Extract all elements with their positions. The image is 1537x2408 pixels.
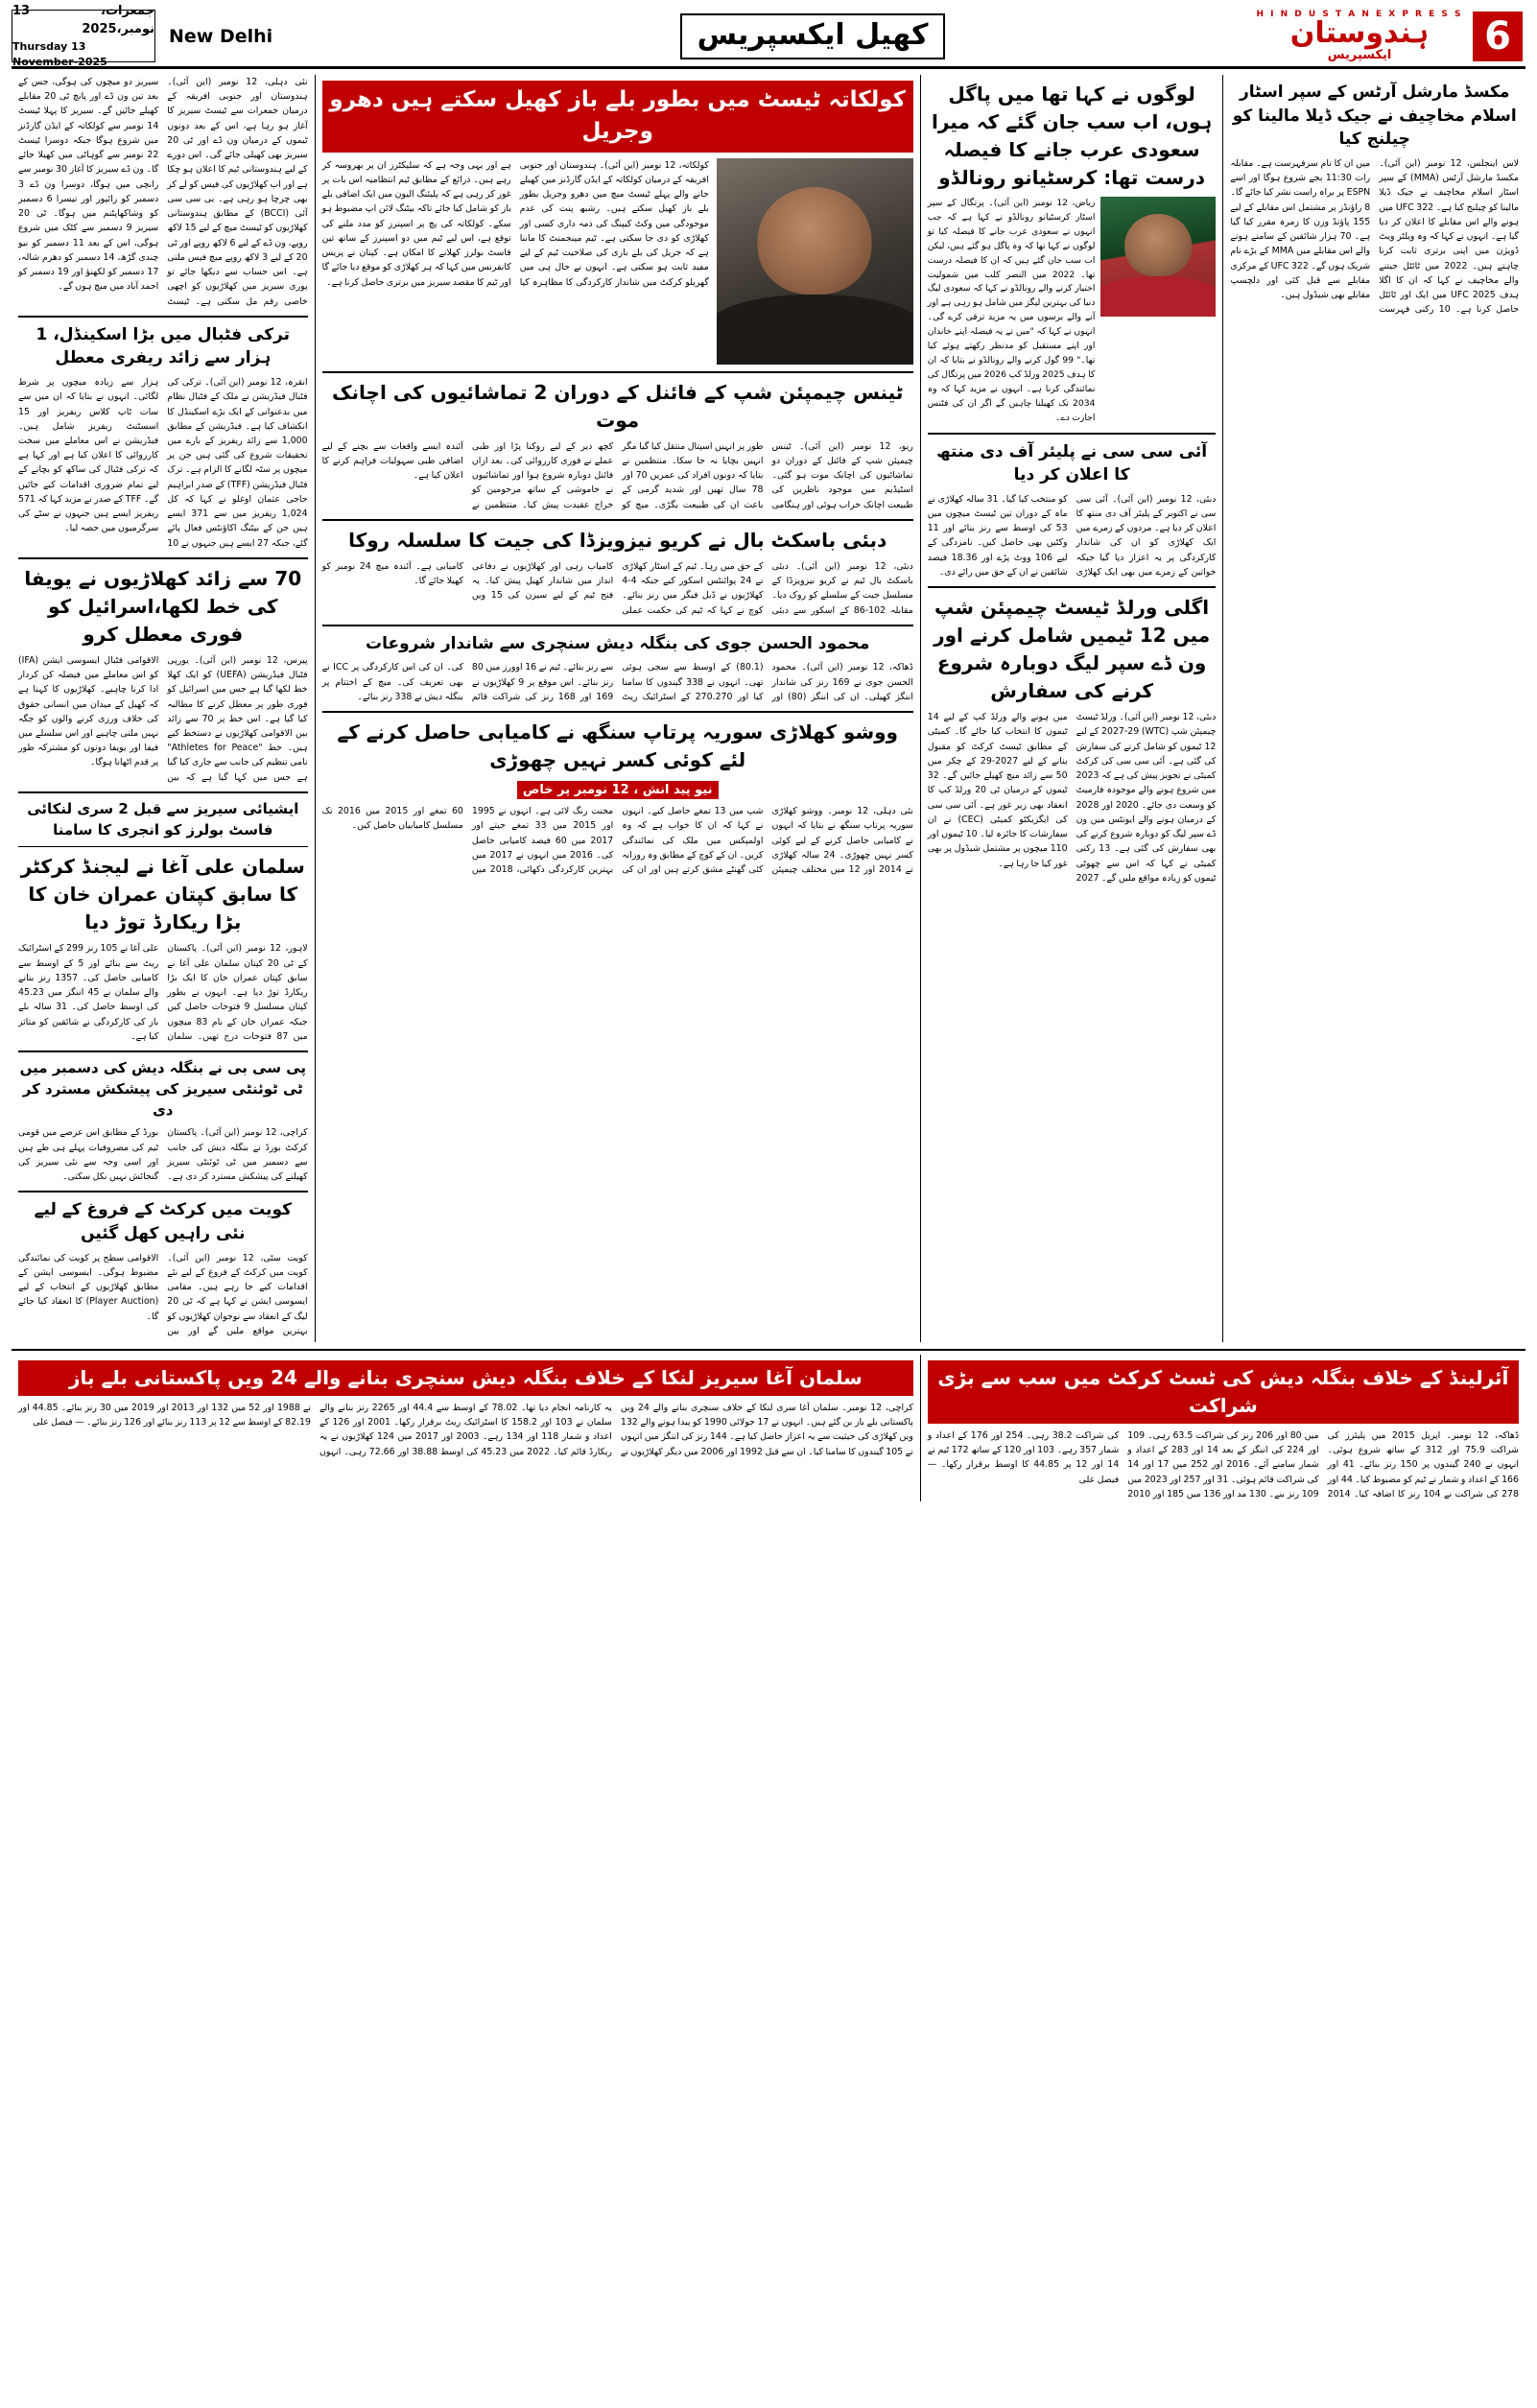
article-turkey-referees [18,323,308,551]
article-wtc-12-teams [928,594,1217,885]
photo-shoulders [1100,276,1216,318]
logo-urdu-subtext: ایکسپریس [1327,47,1392,62]
article-icc-player-of-month [928,440,1217,580]
article-headline: دبئی باسکٹ بال نے کریو نیزویزڈا کی جیت کا سلسلہ روکا [348,528,887,552]
divider [322,519,913,521]
article-salman-agha-century [12,1355,920,1501]
article-body: کراچی، 12 نومبر۔ سلمان آغا سری لنکا کے خلاف سنچری بنانے والے 24 ویں پاکستانی بلے باز بن گئے ہیں۔ انہوں نے 17 جولائی 1990 کو پیدا ہونے والے 132 ویں کھلاڑی کی حیثیت سے یہ اعزاز حاصل کیا ہے۔ 144 رنز کی اننگز میں انہوں نے 105 گیندوں کا سامنا کیا۔ ان سے قبل 1992 اور 2006 میں دیگر کھلاڑیوں نے یہ کارنامہ انجام دیا تھا۔ 78.02 کے اوسط سے 44.4 اور 2265 رنز بنانے والے سلمان نے 103 اور 158.2 کا اسٹرائیک ریٹ برقرار رکھا۔ 2001 اور 126 کے اعداد و شمار 118 اور 134 رہے۔ 2003 اور 2017 میں 124 کھلاڑیوں نے یہ ریکارڈ قائم کیا۔ 2022 میں 45.23 کی اوسط 38.88 اور 72.66 رہی۔ انہوں نے 1988 اور 52 میں 132 اور 2013 اور 2019 میں 30 رنز بنائے۔ 44.85 اور 82.19 کے اوسط سے 12 پر 113 رنز بنائے اور 126 رنز بنائے۔ — فیصل علی [18,1402,913,1457]
article-bangladesh-ireland-partnership [920,1355,1525,1501]
divider [928,433,1217,435]
article-headline: پی سی بی نے بنگلہ دیش کی دسمبر میں ٹی ٹوئنٹی سیریز کی پیشکش مسترد کر دی [19,1059,307,1119]
article-headline: لوگوں نے کہا تھا میں پاگل ہوں، اب سب جان گئے کہ میرا سعودی عرب جانے کا فیصلہ درست تھا: کرسٹیانو رونالڈو [931,83,1213,189]
article-body: کویت سٹی، 12 نومبر (این آئی)۔ کویت میں کرکٹ کے فروغ کے لیے نئے اقدامات کیے جا رہے ہیں۔ مقامی ایسوسی ایشن نے کہا ہے کہ ٹی 20 لیگ کے انعقاد سے نوجوان کھلاڑیوں کو بہترین مواقع ملیں گے اور بین الاقوامی سطح پر کویت کی نمائندگی مضبوط ہوگی۔ ایسوسی ایشن کے مطابق کھلاڑیوں کے انتخاب کے لیے (Player Auction) کا انعقاد کیا جائے گا۔ [18,1252,308,1336]
article-body: نئی دہلی، 12 نومبر۔ ووشو کھلاڑی سوریہ پرتاپ سنگھ نے بتایا کہ انہوں نے کامیابی حاصل کرنے کے لیے کوئی کسر نہیں چھوڑی۔ 24 سالہ کھلاڑی نے 2014 اور 12 میں مختلف چیمپئن شپ میں 13 تمغے حاصل کیے۔ انہوں نے کہا کہ ان کا خواب ہے کہ وہ اولمپکس میں ملک کی نمائندگی کریں۔ ان کے کوچ کے مطابق وہ روزانہ کئی گھنٹے مشق کرتے ہیں اور ان کی محنت رنگ لائی ہے۔ انہوں نے 1995 اور 2015 میں 33 تمغے جیتے اور 2017 میں 60 فیصد کامیابی حاصل کی۔ 2016 میں انہوں نے 2017 میں بہترین کارکردگی دکھائی، 2018 میں 60 تمغے اور 2015 میں 2016 تک مسلسل کامیابیاں حاصل کیں۔ [321,806,913,876]
masthead-date-english: Thursday 13 November-2025 [12,39,107,68]
article-body: ریاض، 12 نومبر (این آئی)۔ پرتگال کے سپر اسٹار کرسٹیانو رونالڈو نے کہا ہے کہ جب انہوں نے سعودی عرب جانے کا فیصلہ کیا تو لوگوں نے کہا تھا کہ وہ پاگل ہو گئے ہیں، لیکن اب سب جان گئے ہیں کہ ان کا فیصلہ درست تھا۔ 2022 میں النصر کلب میں شمولیت اختیار کرنے والے رونالڈو نے کہا کہ سعودی لیگ دنیا کی بہترین لیگز میں شامل ہو رہی ہے اور آنے والے برسوں میں یہ مزید ترقی کرے گی۔ انہوں نے کہا کہ "میں نے یہ فیصلہ اپنے خاندان اور اپنے مستقبل کو مدنظر رکھتے ہوئے کیا تھا۔" 99 گول کرنے والے رونالڈو نے بتایا کہ ان کا ہدف 2025 ورلڈ کپ 2026 میں پرتگال کی نمائندگی کرنا ہے۔ انہوں نے مزید کہا کہ وہ 2034 تک کھیلنا چاہیں گے اگر ان کی فٹنس اجازت دے۔ [927,198,1096,423]
column-right [920,75,1223,1342]
photo-face [758,187,872,295]
divider [18,1191,308,1192]
article-wushu-surya-pratap [322,719,913,877]
article-headline: ایشیائی سیریز سے قبل 2 سری لنکائی فاسٹ بولرز کو انجری کا سامنا [27,799,299,838]
article-pcb-rejects-bangladesh [18,1058,308,1184]
content-grid [12,75,1525,1342]
divider [18,557,308,559]
logo-urdu-text: ہندوستان [1289,15,1430,50]
article-body: ڈھاکہ، 12 نومبر۔ اپریل 2015 میں پلیئرز کی شراکت 75.9 اور 312 کے ساتھ شروع ہوئی۔ انہوں نے 240 گیندوں پر 150 رنز بنائے۔ 41 اور 166 کے اعداد و شمار نے ٹیم کو مضبوط کیا۔ 44 اور 278 کی شراکت نے 104 رنز کا اضافہ کیا۔ 2014 میں 80 اور 206 رنز کی شراکت 63.5 رہی۔ 109 اور 224 کی اننگز کے بعد 14 اور 283 کے اعداد و شمار سامنے آئے۔ 2016 اور 252 میں 17 اور 14 کی شراکت قائم ہوئی۔ 31 اور 257 اور 2023 میں 109 رنز بنے۔ 130 مد اور 136 میں 185 اور 2010 کی شراکت 38.2 رہی۔ 254 اور 176 کے اعداد و شمار 357 رہے۔ 103 اور 120 کے ساتھ 172 ٹیم نے 14 اور 12 پر 44.85 کا اوسط برقرار رکھا۔ — فیصل علی [927,1429,1520,1499]
article-body: ڈھاکہ، 12 نومبر (این آئی)۔ محمود الحسن جوی نے 169 رنز کی شاندار اننگز کھیلی۔ ان کی اننگز (80) اور (80.1) کے اوسط سے سجی ہوئی تھی۔ انہوں نے 338 گیندوں کا سامنا کیا اور 270.270 کے اسٹرائیک ریٹ سے رنز بنائے۔ ٹیم نے 16 اوورز میں 80 رنز بنائے۔ اس موقع پر 9 کھلاڑیوں نے 169 اور 168 رنز کی شراکت قائم کی۔ ان کی اس کارکردگی پر ICC نے بھی تعریف کی۔ میچ کے اختتام پر بنگلہ دیش نے 338 رنز بنائے۔ [321,662,913,702]
page-number: 6 [1473,12,1523,61]
article-body: انقرہ، 12 نومبر (این آئی)۔ ترکی کی فٹبال فیڈریشن نے ملک کے فٹبال نظام میں بدعنوانی کے ایک بڑے اسکینڈل کا انکشاف کیا ہے۔ فیڈریشن کے مطابق 1,000 سے زائد ریفریز کے بارے میں تحقیقات شروع کی گئی ہیں جن پر میچوں پر سٹہ لگانے کا الزام ہے۔ ترک فٹبال فیڈریشن (TFF) کے صدر ابراہیم حاجی عثمان اوغلو نے کہا کہ کل 1,024 ریفریز میں سے 371 ایسے ہیں جن کے بیٹنگ اکاؤنٹس فعال پائے گئے، جبکہ 27 ایسے ہیں جنہوں نے 10 ہزار سے زیادہ میچوں پر شرط لگائی۔ انہوں نے بتایا کہ ان میں سے سات ٹاپ کلاس ریفریز اور 15 اسسٹنٹ ریفریز شامل ہیں۔ فیڈریشن نے اس معاملے میں سخت کارروائی کا اعلان کیا ہے اور کہا ہے کہ ترکی فٹبال کی ساکھ کو بچانے کے لیے تمام ضروری اقدامات کیے جائیں گے۔ TFF کے صدر نے مزید کہا کہ 571 ریفریز ایسے ہیں جنہوں نے سٹے کی سرگرمیوں میں حصہ لیا۔ [18,377,308,549]
divider [12,1349,1525,1351]
divider [18,316,308,318]
article-india-sa-fees [18,75,308,309]
masthead-city: New Delhi [169,25,273,47]
divider [18,846,308,847]
masthead [12,3,1525,69]
article-headline: ترکی فٹبال میں بڑا اسکینڈل، 1 ہزار سے زائد ریفری معطل [35,324,291,368]
divider [322,371,913,373]
article-body: لاہور، 12 نومبر (این آئی)۔ پاکستان کے ٹی 20 کپتان سلمان علی آغا نے سابق کپتان عمران خان کا ایک بڑا ریکارڈ توڑ دیا ہے۔ انہوں نے بطور کپتان مسلسل 9 فتوحات حاصل کیں جبکہ عمران خان کے نام 83 میچوں میں 87 فتوحات درج تھیں۔ سلمان علی آغا نے 105 رنز 299 کے اسٹرائیک ریٹ سے بنائے اور 5 کے اوسط سے کامیابی حاصل کی۔ 1357 رنز بنانے والے سلمان نے 45 اننگز میں 45.23 کی اوسط حاصل کی۔ 31 سالہ بلے باز کی کارکردگی نے شائقین کو متاثر کیا ہے۔ [18,943,308,1042]
article-body: پیرس، 12 نومبر (این آئی)۔ یورپی فٹبال فیڈریشن (UEFA) کو ایک کھلا خط لکھا گیا ہے جس میں اسرائیل کو فوری طور پر معطل کرنے کا مطالبہ کیا گیا ہے۔ اس خط پر 70 سے زائد بین الاقوامی کھلاڑیوں نے دستخط کیے ہیں۔ خط "Athletes for Peace" نامی تنظیم کی جانب سے جاری کیا گیا ہے جس میں کہا گیا ہے کہ بین الاقوامی فٹبال ایسوسی ایشن (IFA) کو اس معاملے میں فیصلہ کن کردار ادا کرنا چاہیے۔ کھلاڑیوں کا کہنا ہے کہ کھیل کے میدان میں انسانی حقوق کی خلاف ورزی کرنے والوں کو جگہ نہیں ملنی چاہیے اور اس سلسلے میں فیفا اور یویفا دونوں کو مشترکہ طور پر قدم اٹھانا ہوگا۔ [18,654,308,783]
column-far-right [1222,75,1525,1342]
article-headline: ووشو کھلاڑی سوریہ پرتاپ سنگھ نے کامیابی حاصل کرنے کے لئے کوئی کسر نہیں چھوڑی [337,720,898,772]
page-number-wrap [1470,10,1525,62]
article-tennis-spectators-death [322,379,913,512]
article-dubai-basketball [322,527,913,618]
article-headline: اگلی ورلڈ ٹیسٹ چیمپئن شپ میں 12 ٹیمیں شامل کرنے اور ون ڈے سپر لیگ دوبارہ شروع کرنے کی سفارش [934,596,1211,703]
bottom-block [12,1349,1525,1501]
article-body: دبئی، 12 نومبر (این آئی)۔ دبئی باسکٹ بال ٹیم نے کریو نیزویزڈا کے مسلسل جیت کے سلسلے کو روک دیا۔ مقابلہ 102-86 کے اسکور سے دبئی کے حق میں رہا۔ ٹیم کے اسٹار کھلاڑی نے 24 پوائنٹس اسکور کیے جبکہ 4-4 کھلاڑیوں نے ڈبل فیگر میں رنز بنائے۔ کوچ نے کہا کہ ٹیم کی حکمت عملی کامیاب رہی اور کھلاڑیوں نے دفاعی انداز میں شاندار کھیل پیش کیا۔ یہ فتح ٹیم کے لیے سیزن کی 15 ویں کامیابی ہے۔ آئندہ میچ 24 نومبر کو کھیلا جائے گا۔ [321,560,913,616]
masthead-date-urdu: جمعرات، 13 نومبر،2025 [12,3,154,36]
article-kuwait-cricket [18,1198,308,1338]
article-body: دبئی، 12 نومبر (این آئی)۔ آئی سی سی نے اکتوبر کے پلیئر آف دی منتھ کا اعلان کر دیا ہے۔ مردوں کے زمرے میں ایک کھلاڑی کو ان کی شاندار کارکردگی پر یہ اعزاز دیا گیا جبکہ خواتین کے زمرے میں بھی ایک کھلاڑی کو منتخب کیا گیا۔ 31 سالہ کھلاڑی نے ماہ کے دوران تین ٹیسٹ میچوں میں 53 کی اوسط سے رنز بنائے اور 11 وکٹیں بھی حاصل کیں۔ نامزدگی کے لیے 106 ووٹ پڑے اور 18.36 فیصد شائقین نے ان کے حق میں رائے دی۔ [927,493,1217,578]
lead-headline: کولکاتہ ٹیسٹ میں بطور بلے باز کھیل سکتے ہیں دھرو وجریل [322,81,913,153]
article-ronaldo [928,81,1217,426]
article-headline: مکسڈ مارشل آرٹس کے سپر اسٹار اسلام مخاچیف نے جیک ڈیلا مالینا کو چیلنج کیا [1232,83,1517,150]
masthead-logo [1249,10,1470,62]
article-body: ریو، 12 نومبر (این آئی)۔ ٹینس چیمپئن شپ کے فائنل کے دوران دو تماشائیوں کی اچانک موت ہو گئی۔ اسٹیڈیم میں موجود ناظرین کی طبیعت اچانک خراب ہوئی اور ہنگامی طور پر انہیں اسپتال منتقل کیا گیا مگر انہیں بچایا نہ جا سکا۔ منتظمین نے بتایا کہ دونوں افراد کی عمریں 70 اور 78 سال تھیں اور شدید گرمی کے باعث ان کی طبیعت بگڑی۔ میچ کو کچھ دیر کے لیے روکنا پڑا اور طبی عملے نے فوری کارروائی کی۔ بعد ازاں فائنل دوبارہ شروع ہوا اور تماشائیوں نے خاموشی کے ساتھ مرحومین کو خراج عقیدت پیش کیا۔ منتظمین نے آئندہ ایسے واقعات سے بچنے کے لیے اضافی طبی سہولیات فراہم کرنے کا اعلان کیا ہے۔ [321,440,913,510]
article-dateline-badge: نیو پید انش ، 12 نومبر پر خاص [517,781,719,799]
article-mahmudul-hasan-joy [322,632,913,704]
divider [322,625,913,626]
article-headline: کویت میں کرکٹ کے فروغ کے لیے نئی راہیں کھل گئیں [34,1200,292,1243]
divider [18,791,308,793]
article-headline: آئرلینڈ کے خلاف بنگلہ دیش کی ٹسٹ کرکٹ میں سب سے بڑی شراکت [928,1360,1519,1424]
photo-face [1125,214,1193,276]
lead-photo [717,158,913,365]
article-body: دبئی، 12 نومبر (این آئی)۔ ورلڈ ٹیسٹ چیمپئن شپ (WTC) 2027-29 کے لیے 12 ٹیموں کو شامل کرنے کی سفارش کی گئی ہے۔ آئی سی سی کی کرکٹ کمیٹی نے تجویز پیش کی ہے کہ 2023 میں شروع ہونے والے موجودہ فارمیٹ کو وسعت دی جائے۔ 2020 اور 2028 کے درمیان ہونے والے ایونٹس میں ون ڈے سپر لیگ کو دوبارہ شروع کرنے کی بھی سفارش کی گئی ہے۔ 13 رکنی کمیٹی نے کہا کہ اس سے چھوٹی ٹیموں کو زیادہ مواقع ملیں گے۔ 2027 میں ہونے والے ورلڈ کپ کے لیے 14 ٹیموں کا انتخاب کیا جائے گا۔ کمیٹی کے مطابق ٹیسٹ کرکٹ کو مقبول بنانے کے لیے 2027-29 کے چکر میں 50 سے زائد میچ کھیلے جائیں گے۔ 32 ٹیموں کے درمیان ٹی 20 ورلڈ کپ کا انعقاد بھی زیر غور ہے۔ آئی سی سی کی ایگزیکٹو کمیٹی (CEC) نے ان سفارشات کا جائزہ لیا۔ 10 ٹیموں اور 110 میچوں پر مشتمل شیڈول پر بھی غور کیا جا رہا ہے۔ [927,712,1217,884]
ronaldo-photo [1100,197,1216,317]
masthead-date [12,3,155,68]
column-center [315,75,920,1342]
photo-shoulders [717,295,913,365]
article-uefa-letter [18,565,308,785]
article-mma-makhachev [1230,81,1519,318]
article-body: نئی دہلی، 12 نومبر (این آئی)۔ ہندوستان اور جنوبی افریقہ کے درمیان جمعرات سے ٹیسٹ سیریز کا آغاز ہو رہا ہے، اس کے بعد دونوں ٹیموں کے درمیان ون ڈے اور ٹی 20 سیریز بھی کھیلی جائے گی۔ اس دورے کے لیے ہندوستانی ٹیم کا اعلان ہو چکا ہے اور اب کھلاڑیوں کی فیس کو لے کر بھی چرچا ہو رہی ہے۔ بی سی سی آئی (BCCI) کے مطابق ہندوستانی کھلاڑیوں کو ٹیسٹ میچ کے لیے 15 لاکھ روپے، ون ڈے کے لیے 6 لاکھ روپے اور ٹی 20 کے لیے 3 لاکھ روپے میچ فیس ملتی ہے۔ اس حساب سے دیکھا جائے تو پوری سیریز میں کھلاڑیوں کو اچھی خاصی رقم مل سکتی ہے۔ ٹیسٹ سیریز دو میچوں کی ہوگی، جس کے بعد تین ون ڈے اور پانچ ٹی 20 مقابلے کھیلے جائیں گے۔ سیریز کا پہلا ٹیسٹ 14 نومبر سے کولکاتہ کے ایڈن گارڈنز میں شروع ہوگا جبکہ دوسرا ٹیسٹ 22 نومبر سے گوہاٹی میں کھیلا جائے گا۔ ون ڈے سیریز کا آغاز 30 نومبر سے رانچی میں ہوگا، دوسرا ون ڈے 3 دسمبر کو رائپور اور تیسرا 6 دسمبر کو وشاکھاپٹنم میں ہوگا۔ ٹی 20 سیریز 9 دسمبر سے کٹک میں شروع ہوگی، اس کے بعد 11 دسمبر کو نیو چندی گڑھ، 14 دسمبر کو دھرم شالہ، 17 دسمبر کو لکھنؤ اور 19 دسمبر کو احمد آباد میں میچ ہوں گے۔ [18,77,308,307]
article-headline: سلمان علی آغا نے لیجنڈ کرکٹر کا سابق کپتان عمران خان کا بڑا ریکارڈ توڑ دیا [20,855,305,934]
lead-body: کولکاتہ، 12 نومبر (این آئی)۔ ہندوستان اور جنوبی افریقہ کے درمیان کولکاتہ کے ایڈن گارڈنز میں کھیلے جانے والے پہلے ٹیسٹ میچ میں دھرو وجریل بطور بلے باز کھیل سکتے ہیں۔ رشبھ پنت کی عدم موجودگی میں وکٹ کیپنگ کی ذمہ داری کسی اور کھلاڑی کو دی جا سکتی ہے۔ ٹیم مینجمنٹ کا ماننا ہے کہ جریل کی بلے بازی کی صلاحیت ٹیم کے لیے مفید ثابت ہو سکتی ہے۔ انہوں نے حال ہی میں گھریلو کرکٹ میں شاندار کارکردگی کا مظاہرہ کیا ہے اور یہی وجہ ہے کہ سلیکٹرز ان پر بھروسہ کر رہے ہیں۔ ذرائع کے مطابق ٹیم انتظامیہ اس بات پر غور کر رہی ہے کہ پلیئنگ الیون میں ایک اضافی بلے باز کو شامل کیا جائے تاکہ بیٹنگ لائن اپ مضبوط ہو سکے۔ کولکاتہ کی پچ پر اسپنرز کو مدد ملنے کی توقع ہے، اس لیے ٹیم میں دو اسپنرز کے ساتھ تین فاسٹ بولرز کھلانے کا امکان ہے۔ کپتان نے پریس کانفرنس میں کہا کہ ہر کھلاڑی کو موقع دیا جائے گا اور ٹیم کا مقصد سیریز میں برتری حاصل کرنا ہے۔ [321,159,709,288]
article-body: لاس اینجلس، 12 نومبر (این آئی)۔ مکسڈ مارشل آرٹس (MMA) کے سپر اسٹار اسلام مخاچیف نے جیک ڈیلا مالینا کو چیلنج کیا ہے۔ UFC 322 میں ہونے والے اس مقابلے کا اعلان کر دیا گیا ہے۔ انہوں نے کہا کہ وہ ویلٹر ویٹ ڈویژن میں اپنی برتری ثابت کرنا چاہتے ہیں۔ 2022 میں ٹائٹل جیتنے والے مخاچیف نے کہا کہ ان کا اگلا ہدف UFC 2025 میں ایک اور ٹائٹل حاصل کرنا ہے۔ 10 رکنی فہرست میں ان کا نام سرفہرست ہے۔ مقابلہ رات 11:30 بجے شروع ہوگا اور اسے ESPN پر براہ راست نشر کیا جائے گا۔ 8 راؤنڈز پر مشتمل اس مقابلے کے لیے 155 پاؤنڈ وزن کا زمرہ مقرر کیا گیا ہے۔ 70 ہزار شائقین کے سامنے ہونے والے اس مقابلے میں MMA کے بڑے نام شریک ہوں گے۔ UFC 322 کے مرکزی مقابلے سے قبل کئی اور دلچسپ مقابلے بھی شیڈول ہیں۔ [1230,157,1519,316]
masthead-title-wrap [376,10,1249,62]
article-body: کراچی، 12 نومبر (این آئی)۔ پاکستان کرکٹ بورڈ نے بنگلہ دیش کی جانب سے دسمبر میں ٹی ٹوئنٹی سیریز کھیلنے کی پیشکش مسترد کر دی ہے۔ بورڈ کے مطابق اس عرصے میں قومی ٹیم کی مصروفیات پہلے ہی طے ہیں اور اسی وجہ سے نئی سیریز کی گنجائش نہیں نکل سکتی۔ [18,1127,308,1183]
logo-english-text: H I N D U S T A N E X P R E S S [1256,9,1463,19]
article-srilanka-pacers-injury [18,799,308,841]
article-headline: 70 سے زائد کھلاڑیوں نے یویفا کی خط لکھا،اسرائیل کو فوری معطل کرو [24,566,302,646]
column-left [12,75,315,1342]
article-salman-agha-record [18,853,308,1044]
divider [928,586,1217,588]
divider [18,1051,308,1052]
lead-article-dhruv-jurel [322,81,913,365]
article-headline: ٹینس چیمپئن شپ کے فائنل کے دوران 2 تماشائیوں کی اچانک موت [332,380,904,432]
divider [322,711,913,713]
article-headline: محمود الحسن جوی کی بنگلہ دیش سنچری سے شاندار شروعات [366,633,870,653]
page-title: کھیل ایکسپریس [680,13,946,59]
article-headline: آئی سی سی نے پلیئر آف دی منتھ کا اعلان کر دیا [936,441,1208,485]
article-headline: سلمان آغا سیریز لنکا کے خلاف بنگلہ دیش سنچری بنانے والے 24 ویں پاکستانی بلے باز [18,1360,913,1396]
